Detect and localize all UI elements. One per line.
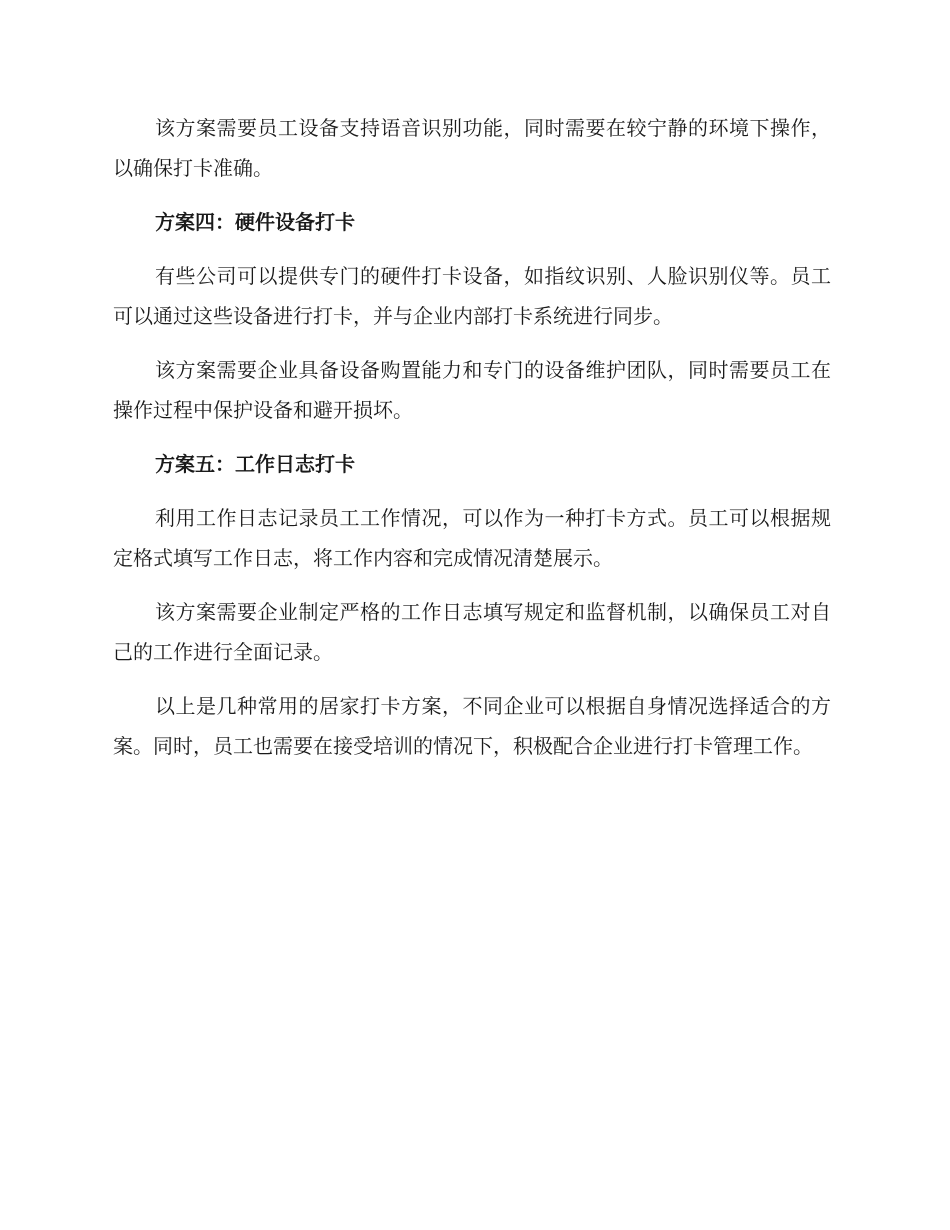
paragraph-hardware-devices: 有些公司可以提供专门的硬件打卡设备，如指纹识别、人脸识别仪等。员工可以通过这些设备进行打卡，并与企业内部打卡系统进行同步。 (113, 264, 831, 328)
paragraph-hardware-requirements: 该方案需要企业具备设备购置能力和专门的设备维护团队，同时需要员工在操作过程中保护设备和避开损坏。 (113, 358, 831, 422)
paragraph-work-log: 利用工作日志记录员工工作情况，可以作为一种打卡方式。员工可以根据规定格式填写工作日志，将工作内容和完成情况清楚展示。 (113, 506, 831, 570)
paragraph-work-log-requirements: 该方案需要企业制定严格的工作日志填写规定和监督机制，以确保员工对自己的工作进行全面记录。 (113, 600, 831, 664)
heading-option-four: 方案四：硬件设备打卡 (155, 210, 355, 234)
paragraph-conclusion: 以上是几种常用的居家打卡方案，不同企业可以根据自身情况选择适合的方案。同时，员工也需要在接受培训的情况下，积极配合企业进行打卡管理工作。 (113, 694, 831, 758)
heading-option-five: 方案五：工作日志打卡 (155, 452, 355, 476)
document-body (113, 108, 831, 780)
paragraph-voice-requirements: 该方案需要员工设备支持语音识别功能，同时需要在较宁静的环境下操作，以确保打卡准确。 (113, 116, 831, 180)
